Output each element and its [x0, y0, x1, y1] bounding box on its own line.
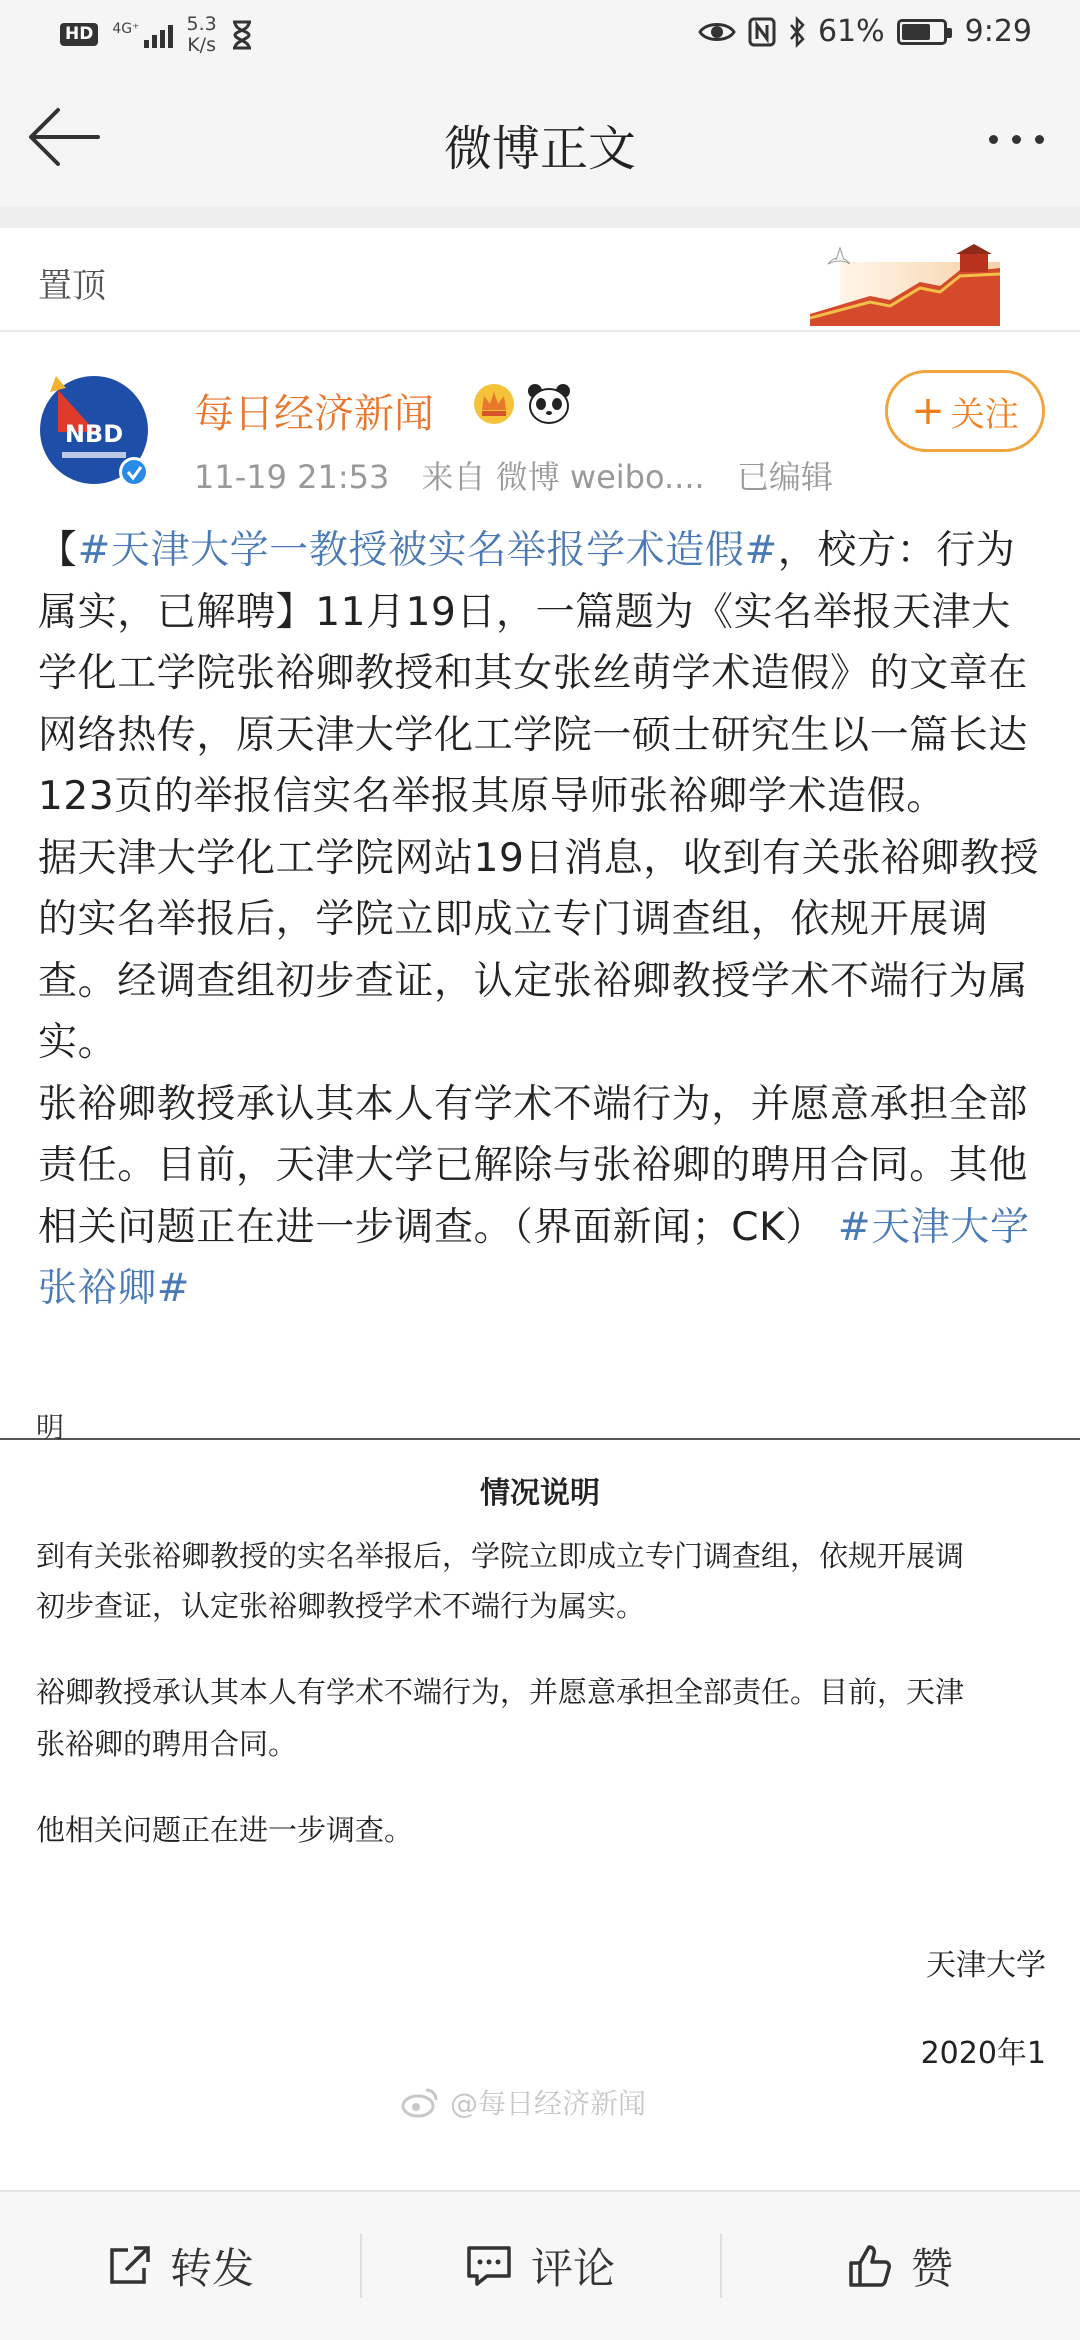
hd-badge: HD [60, 23, 98, 46]
follow-label: 关注 [950, 394, 1019, 435]
avatar[interactable] [36, 372, 158, 494]
network-speed: 5.3 K/s [186, 13, 217, 56]
status-left [60, 14, 253, 56]
battery-percent: 61% [817, 14, 885, 49]
panda-icon [526, 382, 572, 426]
post-paragraph-3 [38, 1074, 1050, 1320]
comment-button[interactable] [360, 2192, 720, 2340]
plus-icon: + [911, 388, 945, 434]
nfc-icon [748, 17, 776, 47]
attached-document-image[interactable] [0, 1400, 1080, 2160]
status-right [698, 14, 1032, 49]
status-bar [0, 0, 1080, 70]
comment-label: 评论 [530, 2244, 615, 2293]
more-button[interactable] [976, 114, 1056, 164]
battery-icon [897, 19, 947, 45]
document-line: 张裕卿的聘用合同。 [36, 1727, 298, 1761]
document-fragment: 明 [36, 1411, 65, 1444]
weibo-watermark [400, 2082, 646, 2122]
post-paragraph-1 [38, 520, 1050, 828]
watermark-text: @每日经济新闻 [450, 2087, 647, 2120]
bottom-action-bar [0, 2190, 1080, 2340]
bracket-open: 【 [38, 528, 78, 573]
follow-button[interactable] [885, 370, 1045, 452]
repost-button[interactable] [0, 2192, 360, 2340]
document-line: 裕卿教授承认其本人有学术不端行为，并愿意承担全部责任。目前，天津 [36, 1675, 965, 1709]
clock: 9:29 [964, 14, 1032, 49]
post-time: 11-19 21:53 [194, 458, 390, 496]
great-wall-icon [810, 234, 1000, 326]
like-label: 赞 [910, 2244, 953, 2293]
hashtag-link[interactable]: #天津大学一教授被实名举报学术造假# [77, 528, 778, 573]
document-top-edge [0, 1400, 1080, 1444]
edited-label[interactable]: 已编辑 [736, 458, 833, 496]
repost-label: 转发 [169, 2244, 254, 2293]
like-button[interactable] [720, 2192, 1080, 2340]
document-signature-date: 2020年1 [920, 2036, 1046, 2071]
bluetooth-icon [788, 16, 806, 48]
paragraph-text: ，校方：行为属实，已解聘】11月19日，一篇题为《实名举报天津大学化工学院张裕卿教授和其女张丝萌学术造假》的文章在网络热传，原天津大学化工学院一硕士研究生以一篇长达123页的举报信实名举报其原导师张裕卿学术造假。 [38, 528, 1029, 819]
separator-band [0, 206, 1080, 228]
post-paragraph-2: 据天津大学化工学院网站19日消息，收到有关张裕卿教授的实名举报后，学院立即成立专门调查组，依规开展调查。经调查组初步查证，认定张裕卿教授学术不端行为属实。 [38, 835, 1040, 1065]
network-type: 4G⁺ [112, 20, 140, 37]
like-icon [847, 2243, 893, 2289]
comment-icon [465, 2244, 513, 2288]
pinned-label: 置顶 [38, 266, 106, 306]
avatar-logo-text: NBD [64, 420, 124, 448]
vip-crown-icon [472, 382, 516, 426]
weibo-watermark-icon [400, 2086, 440, 2118]
document-title: 情况说明 [480, 1476, 600, 1511]
post-body [38, 520, 1050, 1320]
document-signature-org: 天津大学 [926, 1948, 1046, 1983]
hourglass-icon [231, 20, 253, 50]
pinned-row [0, 228, 1080, 332]
post-source[interactable]: 来自 微博 weibo.... [421, 458, 705, 496]
document-line: 到有关张裕卿教授的实名举报后，学院立即成立专门调查组，依规开展调 [36, 1539, 965, 1573]
eye-icon [698, 19, 736, 45]
page-title: 微博正文 [443, 121, 636, 177]
nav-bar [0, 70, 1080, 206]
author-name[interactable]: 每日经济新闻 [194, 391, 434, 437]
signal-icon [112, 22, 172, 48]
document-line: 他相关问题正在进一步调查。 [36, 1813, 414, 1847]
post-meta [194, 452, 855, 498]
hashtag-link[interactable]: #天津大学张裕卿# [38, 1204, 1030, 1311]
more-dots-icon [989, 135, 998, 144]
repost-icon [106, 2244, 152, 2288]
document-line: 初步查证，认定张裕卿教授学术不端行为属实。 [36, 1589, 646, 1623]
paragraph-text: 张裕卿教授承认其本人有学术不端行为，并愿意承担全部责任。目前，天津大学已解除与张裕卿的聘用合同。其他相关问题正在进一步调查。（界面新闻；CK） [38, 1081, 1029, 1250]
